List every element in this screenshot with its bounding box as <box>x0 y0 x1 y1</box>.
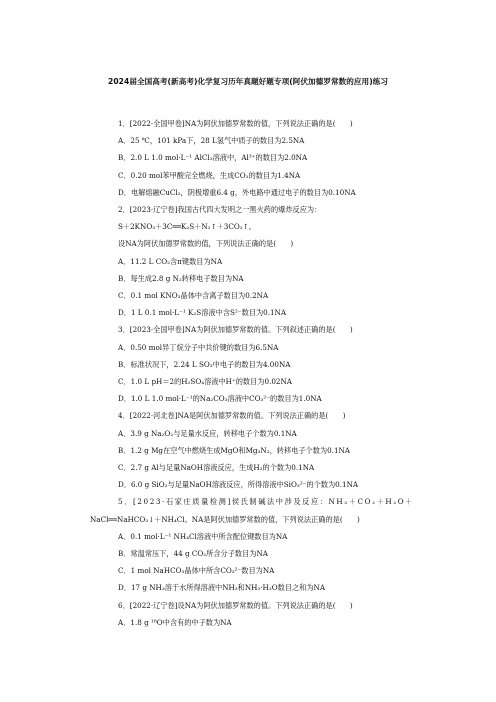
answer-option: A．11.2 L CO₂含π键数目为NA <box>118 256 223 266</box>
question-text: 2．[2023·辽宁卷]我国古代四大发明之一黑火药的爆炸反应为： <box>118 205 322 214</box>
answer-option: C．0.20 mol苯甲酸完全燃烧，生成CO₂的数目为1.4NA <box>118 170 301 180</box>
document-title: 2024届全国高考(新高考)化学复习历年真题好题专项(阿伏加德罗常数的应用)练习 <box>107 77 388 86</box>
answer-option: C．0.1 mol KNO₃晶体中含离子数目为0.2NA <box>118 291 269 300</box>
answer-option: D．6.0 g SiO₂与足量NaOH溶液反应，所得溶液中SiO₃²⁻的个数为0.1NA <box>118 480 359 490</box>
answer-option: A．0.50 mol异丁烷分子中共价键的数目为6.5NA <box>118 342 279 352</box>
question-text: 1．[2022·全国甲卷]NA为阿伏加德罗常数的值，下列说法正确的是( ) <box>118 119 353 128</box>
answer-option: C．2.7 g Al与足量NaOH溶液反应，生成H₂的个数为0.1NA <box>118 463 315 472</box>
answer-option: C．1.0 L pH＝2的H₂SO₄溶液中H⁺的数目为0.02NA <box>118 377 292 386</box>
answer-option: D．1 L 0.1 mol·L⁻¹ K₂S溶液中含S²⁻数目为0.1NA <box>118 308 287 318</box>
reaction-equation: S＋2KNO₃＋3C══K₂S＋N₂↑＋3CO₂↑。 <box>118 222 256 232</box>
question-text: 4．[2022·河北卷]NA是阿伏加德罗常数的值。下列说法正确的是( ) <box>118 411 346 421</box>
answer-option: C．1 mol NaHCO₃晶体中所含CO₃²⁻数目为NA <box>118 566 275 576</box>
answer-option: A．1.8 g ¹⁸O中含有的中子数为NA <box>118 617 232 627</box>
question-text: 设NA为阿伏加德罗常数的值，下列说法正确的是( ) <box>118 239 294 249</box>
answer-option: A．3.9 g Na₂O₂与足量水反应，转移电子个数为0.1NA <box>118 428 297 438</box>
answer-option: B．1.2 g Mg在空气中燃烧生成MgO和Mg₃N₂，转移电子个数为0.1NA <box>118 445 350 455</box>
answer-option: A．0.1 mol·L⁻¹ NH₄Cl溶液中所含配位键数目为NA <box>118 531 288 541</box>
question-text: NaCl══NaHCO₃↓＋NH₄Cl。NA是阿伏加德罗常数的值，下列说法正确的是( ) <box>90 514 360 524</box>
answer-option: A．25 ℃，101 kPa下，28 L氢气中质子的数目为2.5NA <box>118 136 305 146</box>
answer-option: D．电解熔融CuCl₂，阴极增重6.4 g，外电路中通过电子的数目为0.10NA <box>118 187 356 197</box>
answer-option: B．每生成2.8 g N₂转移电子数目为NA <box>118 273 244 283</box>
question-text: 5．[2023·石家庄质量检测]侯氏制碱法中涉及反应：NH₃＋CO₂＋H₂O＋ <box>118 497 415 507</box>
question-text: 3．[2023·全国甲卷]NA为阿伏加德罗常数的值。下列叙述正确的是( ) <box>118 325 353 335</box>
answer-option: D．17 g NH₃溶于水所得溶液中NH₃和NH₃·H₂O数目之和为NA <box>118 583 326 593</box>
question-text: 6．[2022·辽宁卷]设NA为阿伏加德罗常数的值。下列说法正确的是( ) <box>118 600 353 610</box>
answer-option: B．2.0 L 1.0 mol·L⁻¹ AlCl₃溶液中，Al³⁺的数目为2.0NA <box>118 153 308 163</box>
answer-option: B．常温常压下，44 g CO₂所含分子数目为NA <box>118 549 268 558</box>
answer-option: B．标准状况下，2.24 L SO₃中电子的数目为4.00NA <box>118 359 291 369</box>
answer-option: D．1.0 L 1.0 mol·L⁻¹的Na₂CO₃溶液中CO₃²⁻的数目为1.0NA <box>118 394 322 404</box>
